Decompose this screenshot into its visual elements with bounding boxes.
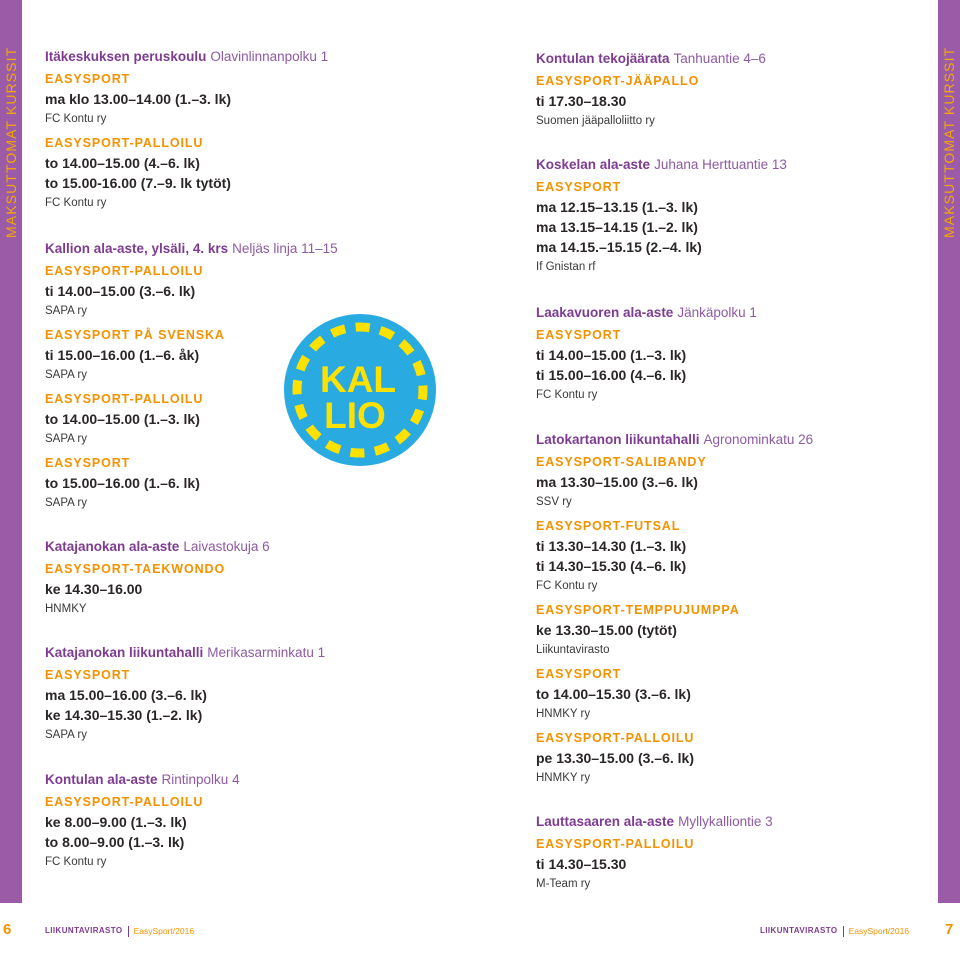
venue-name: Kontulan tekojäärata <box>536 51 670 66</box>
course-time: ti 15.00–16.00 (1.–6. åk) <box>45 347 200 363</box>
course-label: EASYSPORT <box>536 180 622 194</box>
course-time: ke 14.30–16.00 <box>45 581 143 597</box>
course-time: to 14.00–15.00 (1.–3. lk) <box>45 411 200 427</box>
venue-address: Merikasarminkatu 1 <box>207 645 326 660</box>
course-label: EASYSPORT-PALLOILU <box>45 264 204 278</box>
course-group <box>536 729 813 789</box>
venue-address: Myllykalliontie 3 <box>678 814 773 829</box>
venue-header <box>45 642 325 664</box>
course-group <box>536 326 757 406</box>
venue-block <box>45 642 325 746</box>
venue-address: Agronominkatu 26 <box>703 432 814 447</box>
course-group <box>45 560 270 620</box>
course-organizer: FC Kontu ry <box>45 856 107 868</box>
course-label: EASYSPORT-PALLOILU <box>536 837 695 851</box>
course-time: pe 13.30–15.00 (3.–6. lk) <box>536 750 694 766</box>
venue-block <box>536 429 813 789</box>
course-time: ti 14.30–15.30 <box>536 856 627 872</box>
venue-block <box>536 811 773 895</box>
course-time: ma 14.15.–15.15 (2.–4. lk) <box>536 239 702 255</box>
course-label: EASYSPORT-TAEKWONDO <box>45 562 226 576</box>
course-label: EASYSPORT <box>45 668 131 682</box>
course-time: ke 8.00–9.00 (1.–3. lk) <box>45 814 187 830</box>
venue-name: Lauttasaaren ala-aste <box>536 814 675 829</box>
footer-organization: LIIKUNTAVIRASTO <box>45 926 123 935</box>
course-time: ma 13.15–14.15 (1.–2. lk) <box>536 219 698 235</box>
venue-name: Laakavuoren ala-aste <box>536 305 674 320</box>
course-time: ke 14.30–15.30 (1.–2. lk) <box>45 707 203 723</box>
footer-publication: EasySport/2016 <box>848 926 910 936</box>
course-group <box>536 517 813 597</box>
venue-name: Katajanokan ala-aste <box>45 539 180 554</box>
footer-divider <box>843 926 844 937</box>
page-number: 6 <box>3 921 12 938</box>
course-group <box>45 70 328 130</box>
course-organizer: HNMKY ry <box>536 708 591 720</box>
course-time: ti 14.00–15.00 (1.–3. lk) <box>536 347 687 363</box>
course-organizer: Liikuntavirasto <box>536 644 610 656</box>
venue-block <box>536 302 757 406</box>
venue-header <box>45 769 240 791</box>
course-label: EASYSPORT-PALLOILU <box>536 731 695 745</box>
course-organizer: SSV ry <box>536 496 572 508</box>
course-time: ma 13.30–15.00 (3.–6. lk) <box>536 474 698 490</box>
course-group <box>536 835 773 895</box>
course-group <box>536 178 787 278</box>
kallio-logo <box>283 313 437 467</box>
course-time: to 15.00-16.00 (7.–9. lk tytöt) <box>45 175 231 191</box>
course-organizer: SAPA ry <box>45 497 87 509</box>
venue-address: Olavinlinnanpolku 1 <box>210 49 329 64</box>
course-label: EASYSPORT <box>45 72 131 86</box>
side-bar-right <box>938 0 960 903</box>
venue-header <box>45 46 328 68</box>
course-group <box>45 134 328 214</box>
course-time: ti 14.30–15.30 (4.–6. lk) <box>536 558 687 574</box>
venue-name: Kallion ala-aste, ylsäli, 4. krs <box>45 241 229 256</box>
venue-header <box>536 154 787 176</box>
course-time: to 14.00–15.30 (3.–6. lk) <box>536 686 691 702</box>
course-organizer: FC Kontu ry <box>45 113 107 125</box>
course-time: to 14.00–15.00 (4.–6. lk) <box>45 155 200 171</box>
venue-block <box>45 46 328 214</box>
venue-address: Neljäs linja 11–15 <box>232 241 338 256</box>
course-group <box>536 601 813 661</box>
course-time: ti 14.00–15.00 (3.–6. lk) <box>45 283 196 299</box>
course-organizer: SAPA ry <box>45 369 87 381</box>
course-label: EASYSPORT-TEMPPUJUMPPA <box>536 603 740 617</box>
venue-header <box>536 429 813 451</box>
venue-header <box>536 811 773 833</box>
course-organizer: Suomen jääpalloliitto ry <box>536 115 655 127</box>
course-group <box>536 665 813 725</box>
footer-organization: LIIKUNTAVIRASTO <box>760 926 838 935</box>
page-number: 7 <box>945 921 954 938</box>
course-label: EASYSPORT-FUTSAL <box>536 519 681 533</box>
venue-block <box>536 48 766 132</box>
course-organizer: HNMKY ry <box>536 772 591 784</box>
course-group <box>536 72 766 132</box>
side-label: MAKSUTTOMAT KURSSIT <box>941 46 957 238</box>
course-time: ma 12.15–13.15 (1.–3. lk) <box>536 199 698 215</box>
course-label: EASYSPORT-PALLOILU <box>45 795 204 809</box>
course-group <box>45 666 325 746</box>
venue-name: Koskelan ala-aste <box>536 157 651 172</box>
venue-header <box>536 48 766 70</box>
venue-block <box>45 536 270 620</box>
course-label: EASYSPORT-PALLOILU <box>45 136 204 150</box>
course-label: EASYSPORT-JÄÄPALLO <box>536 74 700 88</box>
venue-name: Kontulan ala-aste <box>45 772 158 787</box>
course-label: EASYSPORT-PALLOILU <box>45 392 204 406</box>
footer <box>760 924 909 938</box>
course-organizer: If Gnistan rf <box>536 261 596 273</box>
course-organizer: SAPA ry <box>45 433 87 445</box>
venue-header <box>45 536 270 558</box>
venue-address: Rintinpolku 4 <box>161 772 240 787</box>
logo-text-line1: KAL <box>319 359 397 400</box>
course-time: ma 15.00–16.00 (3.–6. lk) <box>45 687 207 703</box>
side-bar-left <box>0 0 22 903</box>
course-organizer: FC Kontu ry <box>536 389 598 401</box>
course-label: EASYSPORT <box>536 667 622 681</box>
course-organizer: HNMKY <box>45 603 87 615</box>
course-time: to 8.00–9.00 (1.–3. lk) <box>45 834 185 850</box>
venue-header <box>536 302 757 324</box>
course-organizer: M-Team ry <box>536 878 591 890</box>
logo-text-line2: LIO <box>324 395 386 436</box>
course-time: ma klo 13.00–14.00 (1.–3. lk) <box>45 91 232 107</box>
footer <box>45 924 194 938</box>
course-time: ke 13.30–15.00 (tytöt) <box>536 622 677 638</box>
venue-address: Laivastokuja 6 <box>183 539 270 554</box>
course-label: EASYSPORT PÅ SVENSKA <box>45 328 225 342</box>
venue-header <box>45 238 338 260</box>
venue-block <box>536 154 787 278</box>
course-time: ti 17.30–18.30 <box>536 93 627 109</box>
course-label: EASYSPORT-SALIBANDY <box>536 455 707 469</box>
venue-name: Katajanokan liikuntahalli <box>45 645 204 660</box>
footer-publication: EasySport/2016 <box>133 926 195 936</box>
venue-address: Tanhuantie 4–6 <box>673 51 766 66</box>
course-organizer: FC Kontu ry <box>45 197 107 209</box>
course-organizer: SAPA ry <box>45 729 87 741</box>
course-time: to 15.00–16.00 (1.–6. lk) <box>45 475 200 491</box>
course-organizer: SAPA ry <box>45 305 87 317</box>
venue-name: Itäkeskuksen peruskoulu <box>45 49 207 64</box>
course-label: EASYSPORT <box>45 456 131 470</box>
venue-address: Jänkäpolku 1 <box>677 305 757 320</box>
venue-name: Latokartanon liikuntahalli <box>536 432 700 447</box>
venue-address: Juhana Herttuantie 13 <box>654 157 787 172</box>
side-label: MAKSUTTOMAT KURSSIT <box>3 46 19 238</box>
course-label: EASYSPORT <box>536 328 622 342</box>
venue-block <box>45 769 240 873</box>
course-group <box>536 453 813 513</box>
course-time: ti 13.30–14.30 (1.–3. lk) <box>536 538 687 554</box>
course-group <box>45 793 240 873</box>
footer-divider <box>128 926 129 937</box>
course-organizer: FC Kontu ry <box>536 580 598 592</box>
course-time: ti 15.00–16.00 (4.–6. lk) <box>536 367 687 383</box>
